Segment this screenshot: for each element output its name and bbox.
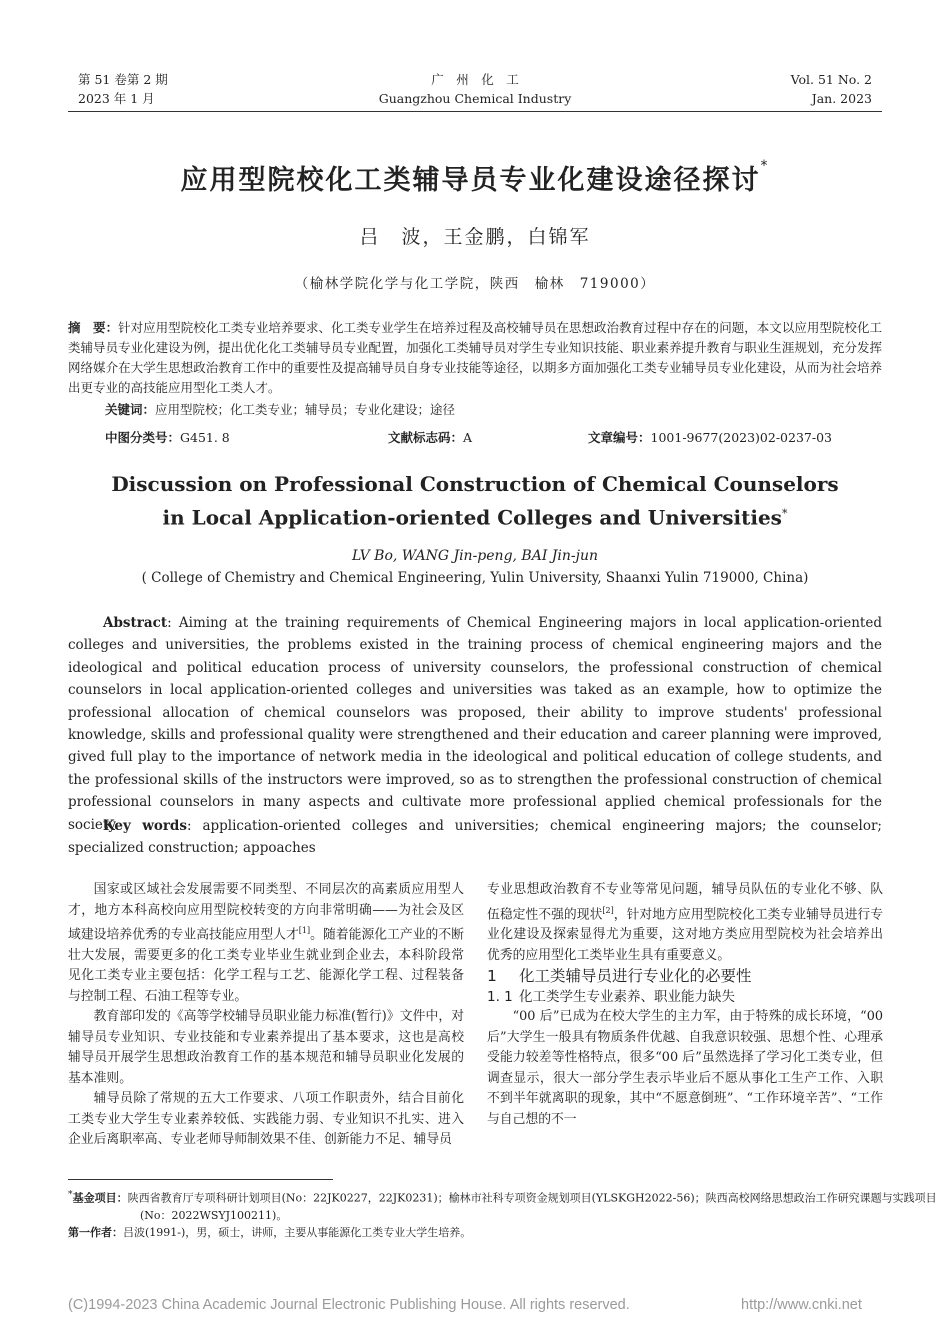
- english-title-line2-wrap: [0, 499, 950, 533]
- title-footnote-mark: *: [760, 158, 770, 174]
- abstract-en-label: Abstract: [103, 615, 168, 631]
- english-authors: LV Bo, WANG Jin-peng, BAI Jin-jun: [351, 548, 599, 564]
- volume-issue-en: Vol. 51 No. 2: [790, 72, 872, 87]
- abstract-en-sep: :: [167, 615, 179, 631]
- section-title: 化工类辅导员进行专业化的必要性: [519, 967, 752, 986]
- authors: 吕 波，王金鹏，白锦军: [359, 226, 591, 248]
- keywords-cn-label: 关键词：: [105, 402, 156, 417]
- affiliation: （榆林学院化学与化工学院，陕西 榆林 719000）: [294, 276, 656, 292]
- p3-ref: [2]: [602, 905, 614, 915]
- subsection-title: 化工类学生专业素养、职业能力缺失: [519, 988, 735, 1005]
- abstract-en: [68, 612, 882, 836]
- volume-issue: 第 51 卷第 2 期: [78, 72, 168, 87]
- abstract-cn-label: 摘 要：: [68, 320, 119, 335]
- body-paragraph: “00 后”已成为在校大学生的主力军，由于特殊的成长环境，“00 后”大学生一般具有物质条件优越、自我意识较强、思想个性、心理承受能力较差等性格特点，很多“00 后”虽然选择了学习化工类专业，但调查显示，很大一部分学生表示毕业后不愿从事化工生产工作、入职不到半年就离职的现象，其中“不愿意倒班”、“工作环境辛苦”、“工作与自己想的不一: [487, 1009, 883, 1127]
- keywords-en-sep: :: [186, 818, 203, 834]
- journal-name-en: Guangzhou Chemical Industry: [378, 91, 572, 106]
- abstract-en-text: Aiming at the training requirements of Chemical Engineering majors in local application-oriented colleges and universities, the problems existed in the training process of chemical engineering majors and the ideological and political education process of university counselors, the professional construction of chemical counselors in local application-oriented colleges and universities was taked as an example, how to optimize the professional allocation of chemical counselors was proposed, their ability to improve students' professional knowledge, skills and professional quality were strengthened and their education and career planning were improved, gived full play to the importance of network media in the ideological and political education of college students, and the professional skills of the instructors were improved, so as to strengthen the professional construction of chemical professional counselors in many aspects and cultivate more professional applied chemical professionals for the society.: [68, 615, 882, 833]
- article-no-value: 1001-9677(2023)02-0237-03: [650, 430, 832, 445]
- subsection-number: 1. 1: [487, 988, 513, 1005]
- abstract-cn-text: 针对应用型院校化工类专业培养要求、化工类专业学生在培养过程及高校辅导员在思想政治教育过程中存在的问题，本文以应用型院校化工类辅导员专业化建设为例，提出优化化工类辅导员专业配置，加强化工类辅导员对学生专业知识技能、职业素养提升教育与职业生涯规划，充分发挥网络媒介在大学生思想政治教育工作中的重要性及提高辅导员自身专业技能等途径，以期多方面加强化工类专业辅导员专业化建设，从而为社会培养出更专业的高技能应用型化工类人才。: [68, 320, 882, 395]
- p1-text: 国家或区域社会发展需要不同类型、不同层次的高素质应用型人才，地方本科高校向应用型院校转变的方向非常明确——为社会及区域建设培养优秀的专业高技能应用型人才: [68, 882, 464, 943]
- body-column-right: [487, 880, 883, 1130]
- clc-number: [105, 428, 230, 446]
- doc-code-label: 文献标志码：: [388, 430, 464, 445]
- cnki-link[interactable]: http://www.cnki.net: [741, 1297, 862, 1313]
- journal-volume-info-en: [791, 70, 872, 108]
- first-author-text: 吕波(1991-)，男，硕士，讲师，主要从事能源化工类专业大学生培养。: [123, 1226, 472, 1239]
- subsection-heading-1-1: [487, 987, 883, 1008]
- clc-value: G451. 8: [180, 430, 230, 445]
- document-code: [388, 428, 472, 446]
- keywords-en-text: application-oriented colleges and universities; chemical engineering majors; the counselor; specialized construction; appoaches: [68, 818, 882, 857]
- clc-label: 中图分类号：: [105, 430, 181, 445]
- body-paragraph-continued: [487, 880, 883, 966]
- p1-end: 。随着能源化工产业的不断壮大发展，需要更多的化工类专业毕业生就业到企业去，本科阶段常见化工类专业主要包括：化学工程与工艺、能源化学工程、过程装备与控制工程、石油工程等专业。: [68, 927, 465, 1004]
- citation-1: [1]: [298, 926, 311, 935]
- body-paragraph: 辅导员除了常规的五大工作要求、八项工作职责外，结合目前化工类专业大学生专业素养较低、实践能力弱、专业知识不扎实、进入企业后离职率高、专业老师导师制效果不佳、创新能力不足、辅导员: [68, 1091, 464, 1148]
- issue-date-en: Jan. 2023: [811, 91, 872, 106]
- footnote-rule: [68, 1179, 333, 1180]
- fund-mark: *: [68, 1189, 73, 1200]
- english-title: [0, 469, 950, 533]
- fund-label: 基金项目：: [72, 1191, 128, 1205]
- abstract-cn: [68, 318, 882, 398]
- english-title-line1: Discussion on Professional Construction of Chemical Counselors: [111, 472, 839, 496]
- section-heading-1: [487, 966, 883, 987]
- english-affiliation: ( College of Chemistry and Chemical Engineering, Yulin University, Shaanxi Yulin 719000, China): [141, 570, 809, 586]
- header-rule: [68, 111, 882, 112]
- p3-end: ，针对地方应用型院校化工类专业辅导员进行专业化建设及探索显得尤为重要，这对地方类应用型院校为社会培养出优秀的应用型化工类毕业生具有重要意义。: [487, 906, 884, 963]
- keywords-cn-text: 应用型院校；化工类专业；辅导员；专业化建设；途径: [155, 402, 456, 417]
- english-title-line2: in Local Application-oriented Colleges and Universities: [162, 505, 782, 530]
- section-number: 1: [487, 967, 497, 986]
- keywords-en-label: Key words: [103, 818, 187, 834]
- paper-title: [0, 158, 950, 197]
- english-title-mark: *: [781, 507, 788, 520]
- body-paragraph: 教育部印发的《高等学校辅导员职业能力标准(暂行)》文件中，对辅导员专业知识、专业技能和专业素养提出了基本要求，这也是高校辅导员开展学生思想政治教育工作的基本规范和辅导员职业化发展的基本准则。: [68, 1009, 464, 1086]
- article-no-label: 文章编号：: [588, 430, 651, 445]
- funding-footnote: [68, 1186, 950, 1225]
- fund-text: 陕西省教育厅专项科研计划项目(No：22JK0227，22JK0231)；榆林市社科专项资金规划项目(YLSKGH2022-56)；陕西高校网络思想政治工作研究课题与实践项目(No：2022WSYJ100211)。: [127, 1191, 937, 1223]
- keywords-cn: [105, 400, 455, 418]
- body-paragraph: [68, 880, 464, 1007]
- copyright-notice: [68, 1297, 862, 1313]
- body-column-left: [68, 880, 464, 1151]
- p3-continued: 专业思想政治教育不专业等常见问题，辅导员队伍的专业化不够、队伍稳定性不强的现状: [487, 882, 883, 922]
- paper-title-text: 应用型院校化工类辅导员专业化建设途径探讨: [180, 165, 761, 196]
- first-author-label: 第一作者：: [68, 1226, 123, 1239]
- first-author-footnote: [68, 1224, 882, 1242]
- journal-name-cn: 广 州 化 工: [431, 72, 519, 87]
- doc-code-value: A: [463, 430, 473, 445]
- issue-date: 2023 年 1 月: [78, 91, 155, 106]
- copyright-text: (C)1994-2023 China Academic Journal Electronic Publishing House. All rights reserved.: [68, 1297, 630, 1313]
- article-number: [588, 428, 832, 446]
- keywords-en: [68, 815, 882, 860]
